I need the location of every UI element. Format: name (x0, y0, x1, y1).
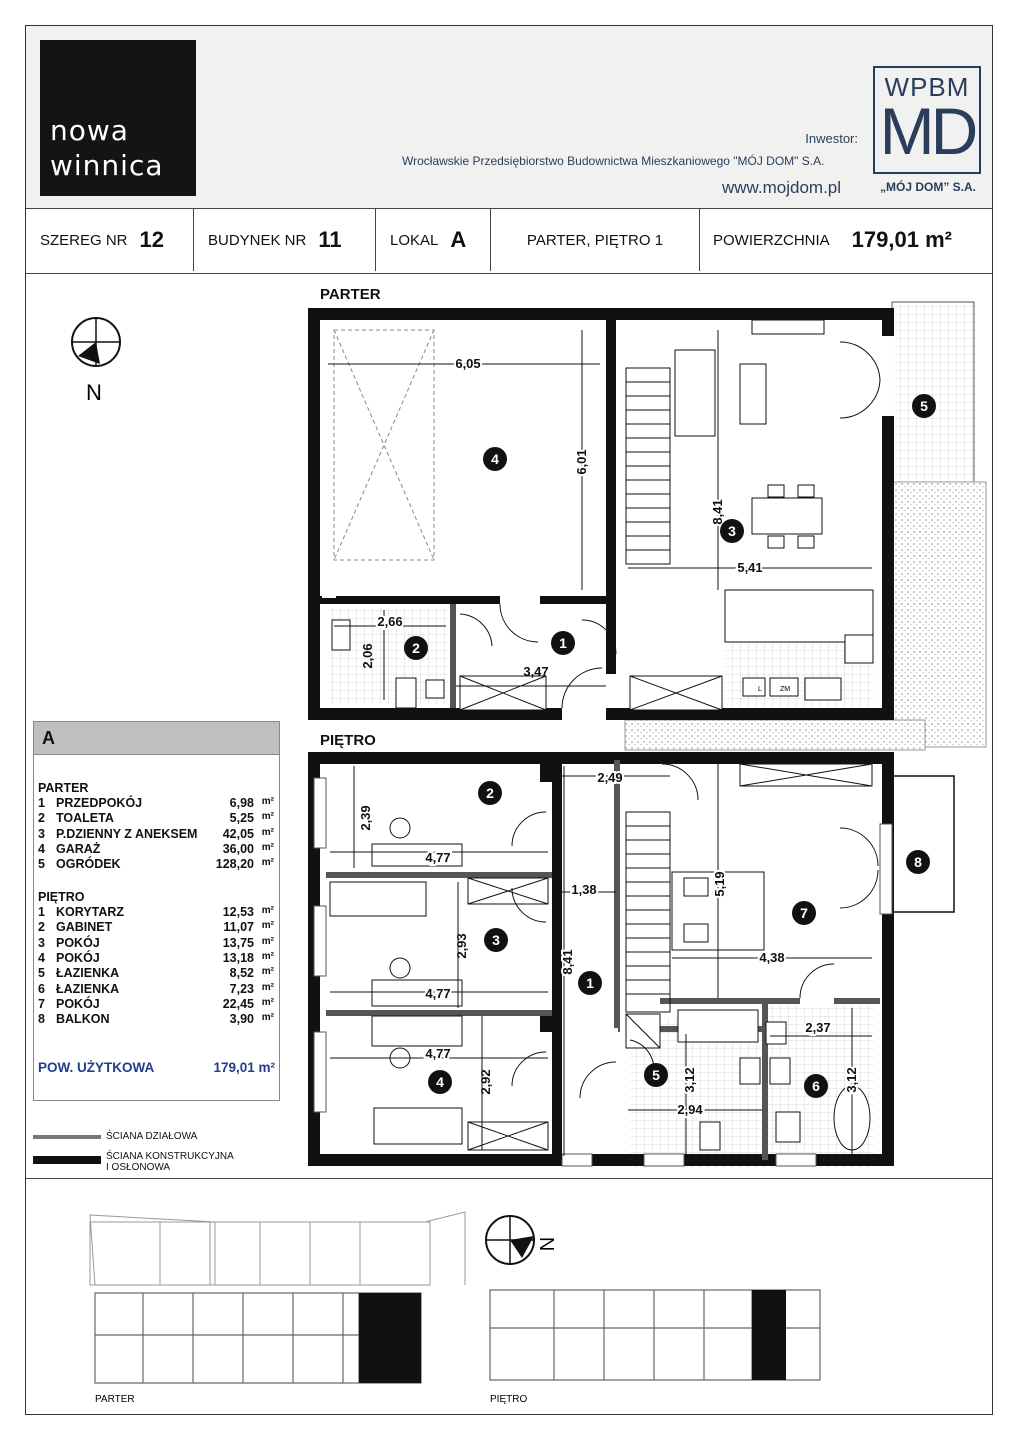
legend-parter-room-name: OGRÓDEK (56, 857, 121, 872)
brand-top: WPBM (884, 72, 970, 102)
north-arrow (70, 316, 126, 406)
legend-parter-room-num: 2 (38, 811, 45, 826)
dim-5-depth: 3,12 (682, 1067, 697, 1093)
window-e1 (880, 824, 892, 914)
lokal-cell (376, 209, 491, 271)
pietro-stairs (626, 812, 670, 1012)
legend-pietro-room-unit: m² (261, 920, 274, 932)
parter-stairs (626, 368, 670, 564)
dim-garage-depth: 6,01 (574, 449, 589, 475)
legend-parter-room-num: 5 (38, 857, 45, 872)
kp-parter-garden-1 (90, 1215, 215, 1285)
legend-pietro-room-unit: m² (261, 996, 274, 1008)
lokal-value: A (450, 227, 467, 252)
legend-pietro-title: PIĘTRO (38, 890, 85, 904)
legend-parter-room-num: 1 (38, 796, 45, 810)
legend-parter-room-area: 128,20 (215, 857, 254, 872)
legend-pietro-room-area: 11,07 (223, 920, 254, 935)
kitchen-label-zm: ZM (780, 686, 791, 693)
kp-pietro-label: PIĘTRO (490, 1394, 528, 1405)
pietro-room-3-label: 3 (492, 932, 500, 948)
kp-parter-label: PARTER (95, 1394, 135, 1405)
legend-parter-room-name: PRZEDPOKÓJ (56, 796, 143, 810)
pietro-room-4-label: 4 (436, 1074, 444, 1090)
legend-pietro-room-num: 3 (38, 935, 45, 950)
wall-2-3 (326, 872, 552, 878)
legend-pietro-room-name: POKÓJ (56, 950, 100, 965)
legend-parter-room-unit: m² (261, 857, 274, 869)
dim-corr-width: 1,38 (571, 882, 597, 897)
legend-pietro-room-name: POKÓJ (56, 996, 100, 1011)
window-s2 (644, 1154, 684, 1166)
investor-name: Wrocławskie Przedsiębiorstwo Budownictwa Mieszkaniowego "MÓJ DOM" S.A. (402, 154, 825, 168)
legend-pietro-room-area: 12,53 (222, 905, 254, 919)
pietro-room-1-label: 1 (586, 975, 594, 991)
legend-pietro-room-name: POKÓJ (56, 935, 100, 950)
legend-parter-room-area: 6,98 (229, 796, 254, 810)
room-legend (33, 721, 280, 1101)
legend-unit: A (34, 722, 279, 755)
kitchen-label-l: L (758, 686, 762, 693)
legend-pietro-room-unit: m² (261, 935, 274, 947)
garden-gravel (890, 482, 986, 747)
dim-3-depth: 2,93 (454, 933, 469, 959)
parter-room-3-label: 3 (728, 523, 736, 539)
usable-value: 179,01 m² (213, 1060, 275, 1075)
dim-7-depth: 5,19 (712, 871, 727, 897)
garage-door-gap (500, 590, 540, 606)
pietro-room-6-label: 6 (812, 1078, 820, 1094)
legend-pietro-room-unit: m² (261, 905, 274, 916)
dim-hall-width: 3,47 (523, 664, 549, 679)
kp-pietro-highlight (752, 1290, 786, 1380)
pillar-n (540, 760, 552, 782)
structural-wall-swatch (33, 1156, 101, 1164)
dim-6-width: 2,37 (805, 1020, 831, 1035)
legend-pietro-room-name: ŁAZIENKA (56, 966, 120, 981)
legend-parter-room-name: P.DZIENNY Z ANEKSEM (56, 826, 198, 841)
structural-wall-label-1: ŚCIANA KONSTRUKCYJNA (106, 1151, 234, 1162)
pietro-room-2-label: 2 (486, 785, 494, 801)
pietro-room-5-label: 5 (652, 1067, 660, 1083)
brand-main: MD (879, 94, 975, 168)
garage-wall (320, 596, 610, 604)
dim-4-width: 4,77 (425, 1046, 451, 1061)
legend-parter-room-unit: m² (261, 796, 274, 807)
pietro-title: PIĘTRO (320, 732, 376, 749)
legend-parter-room-unit: m² (261, 811, 274, 823)
usable-label: POW. UŻYTKOWA (38, 1060, 155, 1075)
wall-3-4 (326, 1010, 552, 1016)
dim-3-width: 4,77 (425, 986, 451, 1001)
bath6-door-gap (800, 992, 834, 1008)
wpbm-logo (873, 66, 981, 174)
dim-5-width: 2,94 (677, 1102, 703, 1117)
legend-pietro-room-unit: m² (261, 966, 274, 978)
dim-corr-depth: 8,41 (560, 949, 575, 975)
legend-pietro-room-area: 13,75 (222, 935, 254, 950)
legend-pietro-room-unit: m² (261, 981, 274, 993)
legend-pietro-room-name: BALKON (56, 1012, 110, 1027)
legend-parter-room-area: 36,00 (222, 841, 254, 856)
parter-room-5-label: 5 (920, 398, 928, 414)
area-label: POWIERZCHNIA (713, 231, 830, 249)
budynek-value: 11 (318, 227, 342, 252)
partition-wall-label: ŚCIANA DZIAŁOWA (106, 1131, 198, 1142)
structural-wall-label-2: I OSŁONOWA (106, 1162, 171, 1173)
window-w3 (314, 1032, 326, 1112)
window-s3 (776, 1154, 816, 1166)
toilet-wall (450, 604, 456, 708)
legend-pietro-room-num: 4 (38, 950, 45, 965)
levels-text: PARTER, PIĘTRO 1 (526, 231, 664, 249)
dim-toilet-width: 2,66 (377, 614, 403, 629)
info-bar (26, 208, 992, 274)
legend-pietro-room-num: 5 (38, 966, 45, 981)
investor-url[interactable]: www.mojdom.pl (722, 178, 842, 197)
legend-parter-room-name: GARAŻ (56, 841, 101, 856)
dim-7-width: 4,38 (759, 950, 785, 965)
parter-room-1-label: 1 (559, 635, 567, 651)
budynek-label: BUDYNEK NR (208, 231, 307, 249)
legend-parter-room-num: 4 (38, 841, 45, 856)
dim-6-depth: 3,12 (844, 1067, 859, 1093)
partition-wall-swatch (33, 1135, 101, 1139)
parter-title: PARTER (320, 286, 381, 303)
window-w1 (314, 778, 326, 848)
legend-parter-room-num: 3 (38, 826, 45, 841)
logo-line1: nowa (50, 114, 129, 147)
legend-parter-room-unit: m² (261, 826, 274, 838)
stair-wall (614, 760, 620, 1028)
dim-toilet-depth: 2,06 (360, 643, 375, 669)
dim-2-width: 4,77 (425, 850, 451, 865)
north-label: N (86, 380, 102, 405)
legend-pietro-room-num: 8 (38, 1012, 45, 1027)
key-plan-parter (85, 1195, 465, 1405)
legend-parter-room-area: 5,25 (229, 811, 254, 826)
parter-plan (300, 290, 1000, 755)
balcony-8 (888, 776, 954, 912)
investor-label: Inwestor: (805, 131, 858, 146)
area-value: 179,01 m² (851, 227, 952, 252)
pietro-room-7-label: 7 (800, 905, 808, 921)
legend-parter-room-name: TOALETA (56, 811, 114, 826)
area-cell (699, 209, 992, 271)
legend-pietro-room-unit: m² (261, 1012, 274, 1024)
front-gravel (625, 720, 925, 750)
szereg-cell (26, 209, 194, 271)
parter-room-4-label: 4 (491, 451, 499, 467)
legend-pietro-room-area: 8,52 (229, 966, 254, 981)
kp-parter-garden-end (425, 1212, 465, 1285)
garage-gap (322, 558, 336, 598)
logo-line2: winnica (50, 149, 164, 182)
terrace-5 (892, 302, 974, 482)
parter-mid-wall (606, 314, 616, 674)
key-plan-pietro (480, 1210, 840, 1405)
bottom-divider (26, 1178, 992, 1179)
szereg-value: 12 (139, 227, 164, 252)
dim-living-depth: 8,41 (710, 499, 725, 525)
wall-7-bath (660, 998, 880, 1004)
dim-garage-width: 6,05 (455, 356, 481, 371)
legend-parter-room-unit: m² (261, 841, 274, 853)
brand-sub: „MÓJ DOM” S.A. (879, 180, 976, 194)
szereg-label: SZEREG NR (40, 231, 128, 249)
legend-parter-room-area: 42,05 (222, 826, 254, 841)
lokal-label: LOKAL (390, 231, 439, 249)
legend-pietro-room-area: 22,45 (222, 996, 254, 1011)
dim-corr-top: 2,49 (597, 770, 623, 785)
legend-parter-title: PARTER (38, 781, 89, 795)
legend-pietro-room-num: 7 (38, 996, 45, 1011)
legend-pietro-room-num: 1 (38, 905, 45, 919)
parter-room-2-label: 2 (412, 640, 420, 656)
dim-4-depth: 2,92 (478, 1069, 493, 1095)
window-w2 (314, 906, 326, 976)
legend-pietro-room-area: 3,90 (229, 1012, 254, 1027)
kp-parter-highlight (359, 1293, 421, 1383)
pietro-room-8-label: 8 (914, 854, 922, 870)
levels-cell (491, 209, 700, 271)
legend-pietro-room-name: ŁAZIENKA (56, 981, 120, 996)
legend-pietro-room-area: 7,23 (229, 981, 254, 996)
budynek-cell (194, 209, 376, 271)
legend-pietro-room-unit: m² (261, 950, 274, 962)
legend-pietro-room-num: 6 (38, 981, 45, 996)
pietro-plan (300, 752, 1000, 1172)
legend-pietro-room-num: 2 (38, 920, 45, 935)
dim-2-depth: 2,39 (358, 805, 373, 831)
window-s1 (562, 1154, 592, 1166)
terrace-door-gap (880, 336, 894, 416)
legend-pietro-room-area: 13,18 (222, 950, 254, 965)
legend-pietro-room-name: KORYTARZ (56, 905, 125, 919)
kp-north-label: N (537, 1236, 559, 1252)
entry-door-gap (562, 708, 606, 722)
legend-pietro-room-name: GABINET (56, 920, 113, 935)
dim-living-width: 5,41 (737, 560, 763, 575)
